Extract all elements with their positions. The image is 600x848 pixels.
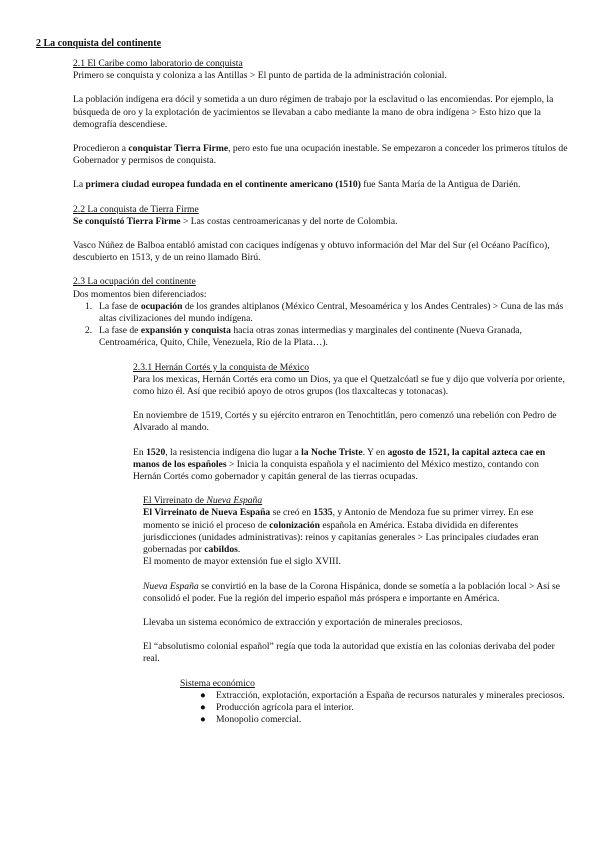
paragraph: El momento de mayor extensión fue el siglo XVIII.	[143, 556, 341, 568]
list-item: ● Producción agrícola para el interior.	[200, 701, 354, 713]
paragraph: El “absolutismo colonial español” regía que toda la autoridad que existía en las colonias derivaba del poder real.	[143, 641, 555, 665]
list-item: 2. La fase de expansión y conquista hacia otras zonas intermedias y marginales del continente (Nueva Granada, Centroamérica, Quito, Chile, Venezuela, Río de la Plata…).	[85, 325, 522, 349]
paragraph: El Virreinato de Nueva España se creó en 1535, y Antonio de Mendoza fue su primer virrey. En ese momento se inició el proceso de colonización española en América. Estaba dividida en diferentes jurisdicciones (unidades administrativas): reinos y capitanías generales > Las principales ciudades eran gobernadas por cabildos.	[143, 507, 539, 556]
paragraph: Dos momentos bien diferenciados:	[73, 288, 207, 300]
chapter-title: 2 La conquista del continente	[36, 38, 162, 49]
paragraph: En 1520, la resistencia indígena dio lugar a la Noche Triste. Y en agosto de 1521, la capital azteca cae en manos de los españoles > Inicia la conquista española y el nacimiento del México mestizo, contando con Hernán Cortés como gobernador y capitán general de las tierras ocupadas.	[133, 446, 546, 483]
subsection-heading: 2.3.1 Hernán Cortés y la conquista de México	[133, 361, 310, 373]
subsection-2-3-1	[133, 362, 568, 496]
paragraph: Vasco Núñez de Balboa entabló amistad con caciques indígenas y obtuvo información del Mar del Sur (el Océano Pacífico), descubierto en 1513, y de un reino llamado Birú.	[73, 240, 550, 264]
subsection-sistema-economico	[180, 678, 568, 727]
paragraph: Procedieron a conquistar Tierra Firme, pero esto fue una ocupación inestable. Se empezaron a conceder los primeros títulos de Gobernador y permisos de conquista.	[73, 143, 568, 167]
section-heading-2-2: 2.2 La conquista de Tierra Firme	[73, 203, 199, 215]
list-item: 1. La fase de ocupación de los grandes altiplanos (México Central, Mesoamérica y los Andes Centrales) > Cuna de las más altas civilizaciones del mundo indígena.	[85, 300, 564, 325]
document-body	[73, 38, 568, 726]
section-heading-2-3: 2.3 La ocupación del continente	[73, 276, 196, 288]
paragraph: Llevaba un sistema económico de extracción y exportación de minerales preciosos.	[143, 616, 463, 628]
list-item: ● Monopolio comercial.	[200, 714, 302, 726]
bullet-icon: ●	[200, 701, 206, 713]
paragraph: En noviembre de 1519, Cortés y su ejército entraron en Tenochtitlán, pero comenzó una rebelión con Pedro de Alvarado al mando.	[133, 410, 557, 434]
bullet-list	[180, 690, 568, 727]
numbered-list	[73, 301, 568, 350]
paragraph: La primera ciudad europea fundada en el continente americano (1510) fue Santa María de la Antigua de Darién.	[73, 179, 521, 191]
section-heading-2-1: 2.1 El Caribe como laboratorio de conquista	[73, 58, 243, 69]
bullet-icon: ●	[200, 689, 206, 701]
paragraph: Para los mexicas, Hernán Cortés era como un Dios, ya que el Quetzalcóatl se fue y dijo que volvería por oriente, como hizo él. Así que recibió apoyo de otros grupos (los tlaxcaltecas y totonacas).	[133, 373, 565, 398]
subsection-heading: El Virreinato de Nueva España	[143, 495, 263, 507]
subsection-virreinato	[143, 495, 568, 677]
paragraph: Nueva España se convirtió en la base de la Corona Hispánica, donde se sometía a la población local > Así se consolidó el poder. Fue la región del imperio español más próspera e importante en América.	[143, 580, 561, 604]
list-item: ● Extracción, explotación, exportación a España de recursos naturales y minerales preciosos.	[200, 689, 565, 701]
paragraph: Primero se conquista y coloniza a las Antillas > El punto de partida de la administración colonial.	[73, 70, 447, 82]
bullet-icon: ●	[200, 714, 206, 726]
subsection-heading: Sistema económico	[180, 677, 255, 689]
paragraph: La población indígena era dócil y sometida a un duro régimen de trabajo por la esclavitud o las encomiendas. Por ejemplo, la búsqueda de oro y la explotación de yacimientos se llevaban a cabo mediante la mano de obra indígena > Esto hizo que la demografía descendiese.	[73, 94, 554, 130]
paragraph: Se conquistó Tierra Firme > Las costas centroamericanas y del norte de Colombia.	[73, 215, 398, 227]
